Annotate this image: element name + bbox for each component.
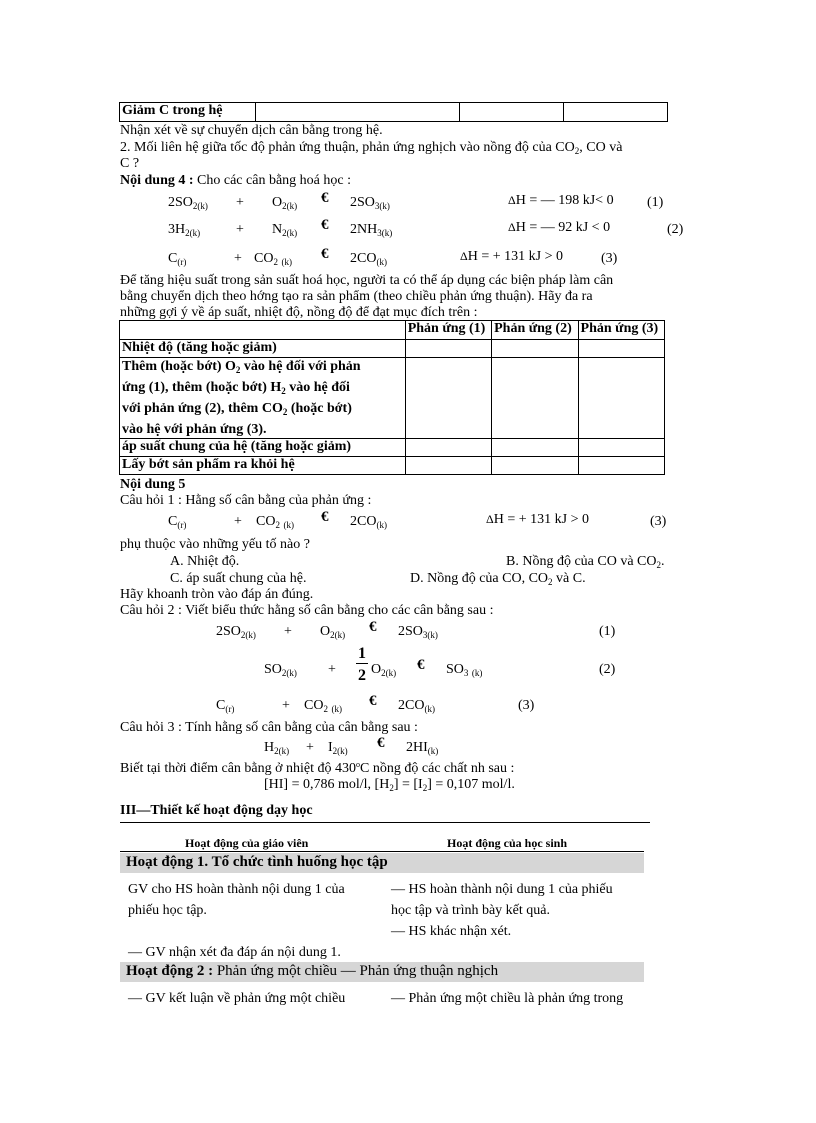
question-3-concentrations: [HI] = 0,786 mol/l, $[H_2] = [I_2] = 0,107$ mol/l. xyxy=(264,777,515,793)
equilibrium-arrow-icon: € xyxy=(321,509,329,525)
equilibrium-arrow-icon: € xyxy=(321,190,329,206)
table-header: Phản ứng (3) xyxy=(578,321,664,340)
hd1-gv-line-1: GV cho HS hoàn thành nội dung 1 của xyxy=(128,882,345,897)
paragraph-q2-end: C ? xyxy=(120,156,140,171)
option-a[interactable]: A. Nhiệt độ. xyxy=(170,554,240,569)
equilibrium-arrow-icon: € xyxy=(377,735,385,751)
table-row-label: Lấy bớt sản phẩm ra khỏi hệ xyxy=(120,457,406,475)
hd2-hs-line-1: — Phản ứng một chiều là phản ứng trong xyxy=(391,991,624,1006)
question-1: Câu hỏi 1 : Hằng số cân bằng của phản ứng : xyxy=(120,493,372,508)
col-header-hs: Hoạt động của học sinh xyxy=(447,836,568,850)
table-header: Phản ứng (1) xyxy=(405,321,491,340)
table-row-label: Thêm (hoặc bớt) $O_2$ vào hệ đối với phản ứng (1), thêm (hoặc bớt) $H_2$ vào hệ đối với phản ứng (2), thêm $CO_2$ (hoặc bớt) vào hệ với phản ứng (3). xyxy=(120,358,406,439)
paragraph-de-tang-2: bằng chuyển dịch theo hớng tạo ra sản phẩm (theo chiều phản ứng thuận). Hãy đa ra xyxy=(120,289,593,304)
reaction-table xyxy=(119,320,665,475)
hd1-hs-line-3: — HS khác nhận xét. xyxy=(391,924,512,939)
equilibrium-arrow-icon: € xyxy=(321,246,329,262)
nd4-heading: Nội dung 4 : Cho các cân bằng hoá học : xyxy=(120,173,351,188)
question-3: Câu hỏi 3 : Tính hằng số cân bằng của cân bằng sau : xyxy=(120,720,418,735)
question-1-instruction: Hãy khoanh tròn vào đáp án đúng. xyxy=(120,587,314,602)
table-row-label: Nhiệt độ (tăng hoặc giảm) xyxy=(120,340,406,358)
equilibrium-arrow-icon: € xyxy=(417,657,425,673)
paragraph-q2: 2. Mối liên hệ giữa tốc độ phản ứng thuận, phản ứng nghịch vào nồng độ của $CO_2$, CO và xyxy=(120,140,623,156)
table-header: Phản ứng (2) xyxy=(492,321,578,340)
question-3-given: Biết tại thời điểm cân bằng ở nhiệt độ 430$^o$C nồng độ các chất nh sau : xyxy=(120,760,515,776)
hd1-gv-line-3: — GV nhận xét đa đáp án nội dung 1. xyxy=(128,945,341,960)
question-2: Câu hỏi 2 : Viết biểu thức hằng số cân bằng cho các cân bằng sau : xyxy=(120,603,494,618)
paragraph-nhan-xet: Nhận xét về sự chuyển dịch cân bằng trong hệ. xyxy=(120,123,383,138)
table-row-label: áp suất chung của hệ (tăng hoặc giảm) xyxy=(120,439,406,457)
top-table-cell xyxy=(563,103,667,122)
hd1-gv-line-2: phiếu học tập. xyxy=(128,903,207,918)
section-3-title: III—Thiết kế hoạt động dạy học xyxy=(120,803,313,818)
option-b[interactable]: B. Nồng độ của CO và $CO_2$. xyxy=(506,554,665,570)
top-table-cell xyxy=(256,103,459,122)
hd1-hs-line-1: — HS hoàn thành nội dung 1 của phiếu xyxy=(391,882,613,897)
section-divider xyxy=(120,822,650,823)
question-1-phu-thuoc: phụ thuộc vào những yếu tố nào ? xyxy=(120,537,310,552)
activity-2-title: Hoạt động 2 : Phản ứng một chiều — Phản ứng thuận nghịch xyxy=(126,963,499,979)
paragraph-de-tang-3: những gợi ý về áp suất, nhiệt độ, nồng độ để đạt mục đích trên : xyxy=(120,305,478,320)
equilibrium-arrow-icon: € xyxy=(321,217,329,233)
nd5-heading: Nội dung 5 xyxy=(120,477,186,492)
activity-1-title: Hoạt động 1. Tổ chức tình huống học tập xyxy=(126,854,388,870)
top-table-label: Giảm C trong hệ xyxy=(120,103,256,122)
table-divider xyxy=(120,851,644,852)
option-c[interactable]: C. áp suất chung của hệ. xyxy=(170,571,307,586)
col-header-gv: Hoạt động của giáo viên xyxy=(185,836,309,850)
table-header-empty xyxy=(120,321,406,340)
top-table xyxy=(119,102,668,122)
equilibrium-arrow-icon: € xyxy=(369,693,377,709)
equilibrium-arrow-icon: € xyxy=(369,619,377,635)
top-table-cell xyxy=(459,103,563,122)
paragraph-de-tang-1: Để tăng hiệu suất trong sản suất hoá học, người ta có thể áp dụng các biện pháp làm cân xyxy=(120,273,614,288)
hd1-hs-line-2: học tập và trình bày kết quả. xyxy=(391,903,551,918)
hd2-gv-line-1: — GV kết luận về phản ứng một chiều xyxy=(128,991,346,1006)
option-d[interactable]: D. Nồng độ của CO, $CO_2$ và C. xyxy=(410,571,586,587)
